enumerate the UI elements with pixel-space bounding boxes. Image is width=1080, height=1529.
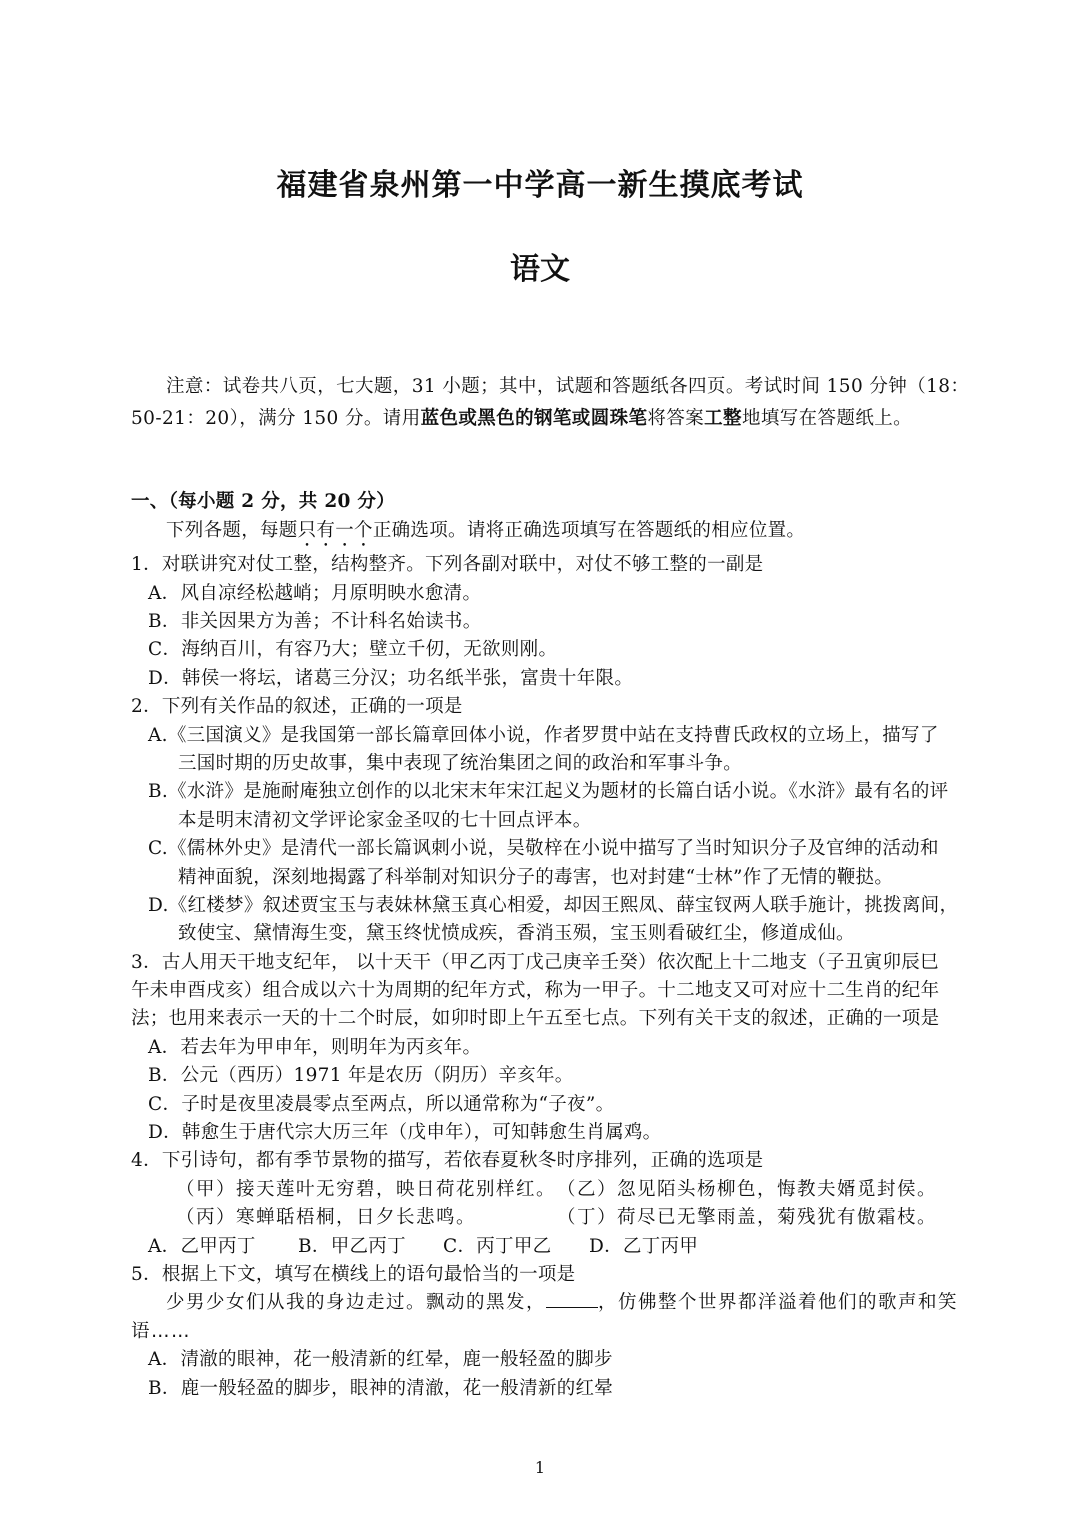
q1-stem: 1．对联讲究对仗工整，结构整齐。下列各副对联中，对仗不够工整的一副是 [131,554,764,575]
exam-title: 福建省泉州第一中学高一新生摸底考试 [276,168,804,203]
q2-option-a: A.《三国演义》是我国第一部长篇章回体小说，作者罗贯中站在支持曹氏政权的立场上，描写了 [148,725,939,746]
q3-option-d: D．韩愈生于唐代宗大历三年（戊申年），可知韩愈生肖属鸡。 [148,1122,662,1143]
q2-option-c: C.《儒林外史》是清代一部长篇讽刺小说，吴敬梓在小说中描写了当时知识分子及官绅的活动和 [148,838,939,859]
subject-title: 语文 [510,252,570,287]
q5-passage-line-1 [166,1288,958,1314]
q4-stem: 4．下引诗句，都有季节景物的描写，若依春夏秋冬时序排列，正确的选项是 [131,1150,764,1171]
q2-option-c-cont: 精神面貌，深刻地揭露了科举制对知识分子的毒害，也对封建“士林”作了无情的鞭挞。 [178,867,894,888]
q2-option-d-cont: 致使宝、黛情海生变，黛玉终忧愤成疾，香消玉殒，宝玉则看破红尘，修道成仙。 [178,923,855,944]
instr-text: 下列各题，每题 [166,520,298,541]
q5-option-a: A．清澈的眼神，花一般清新的红晕，鹿一般轻盈的脚步 [148,1349,613,1370]
q2-option-d: D.《红楼梦》叙述贾宝玉与表妹林黛玉真心相爱，却因王熙凤、薛宝钗两人联手施计，挑拨离间， [148,895,959,916]
section-instructions [166,516,805,551]
q5-stem: 5．根据上下文，填写在横线上的语句最恰当的一项是 [131,1264,576,1285]
q1-option-d: D．韩侯一将坛，诸葛三分汉；功名纸半张，富贵十年限。 [148,668,634,689]
notice-line-2 [131,404,912,430]
q2-option-b-cont: 本是明末清初文学评论家金圣叹的七十回点评本。 [178,810,592,831]
q3-stem-line-2: 午未申酉戌亥）组合成以六十为周期的纪年方式，称为一甲子。十二地支又可对应十二生肖的纪年 [131,980,940,1001]
q5-option-b: B．鹿一般轻盈的脚步，眼神的清澈，花一般清新的红晕 [148,1378,614,1399]
q5-answer-blank [546,1291,598,1308]
instr-emphasis: 只有一个 [297,520,373,541]
q3-option-b: B．公元（西历）1971 年是农历（阴历）辛亥年。 [148,1065,574,1086]
q4-poem-ding: （丁）荷尽已无擎雨盖，菊残犹有傲霜枝。 [557,1207,938,1228]
q4-poem-jia: （甲）接天莲叶无穷碧，映日荷花别样红。 [176,1179,557,1200]
q3-stem-line-1: 3．古人用天干地支纪年， 以十天干（甲乙丙丁戊己庚辛壬癸）依次配上十二地支（子丑寅卯辰巳 [131,952,939,973]
q4-option-d: D．乙丁丙甲 [589,1236,699,1257]
q1-option-b: B．非关因果方为善；不计科名始读书。 [148,611,482,632]
q5-passage-line-2: 语…… [131,1321,192,1342]
q4-poem-bing: （丙）寒蝉聒梧桐，日夕长悲鸣。 [176,1207,477,1228]
instr-text: 正确选项。请将正确选项填写在答题纸的相应位置。 [372,520,806,541]
q2-option-b: B.《水浒》是施耐庵独立创作的以北宋末年宋江起义为题材的长篇白话小说。《水浒》最有名的评 [148,781,949,802]
q3-option-c: C．子时是夜里凌晨零点至两点，所以通常称为“子夜”。 [148,1094,615,1115]
q1-option-a: A．风自凉经松越峭；月原明映水愈清。 [148,583,482,604]
notice-text: 将答案 [647,408,705,429]
notice-line-1: 注意：试卷共八页，七大题，31 小题；其中，试题和答题纸各四页。考试时间 150 分钟（18： [166,376,970,397]
q5-passage-text: ，仿佛整个世界都洋溢着他们的歌声和笑 [598,1292,959,1313]
q1-option-c: C．海纳百川，有容乃大；壁立千仞，无欲则刚。 [148,639,558,660]
q3-stem-line-3: 法；也用来表示一天的十二个时辰，如卯时即上午五至七点。下列有关干支的叙述，正确的一项是 [131,1008,940,1029]
q2-option-a-cont: 三国时期的历史故事，集中表现了统治集团之间的政治和军事斗争。 [178,753,743,774]
q4-option-c: C．丙丁甲乙 [443,1236,552,1257]
notice-text: 地填写在答题纸上。 [741,408,913,429]
q4-option-b: B．甲乙丙丁 [298,1236,406,1257]
notice-neat-emphasis: 工整 [704,408,742,429]
q4-poem-yi: （乙）忽见陌头杨柳色，悔教夫婿觅封侯。 [557,1179,938,1200]
page-number: 1 [534,1458,546,1477]
notice-pen-emphasis: 蓝色或黑色的钢笔或圆珠笔 [420,408,648,429]
q4-option-a: A．乙甲丙丁 [148,1236,256,1257]
section-heading: 一、（每小题 2 分，共 20 分） [131,491,396,512]
q2-stem: 2．下列有关作品的叙述，正确的一项是 [131,696,463,717]
notice-text: 50-21：20），满分 150 分。请用 [131,408,421,429]
q5-passage-text: 少男少女们从我的身边走过。飘动的黑发， [166,1292,547,1313]
q3-option-a: A．若去年为甲申年，则明年为丙亥年。 [148,1037,482,1058]
